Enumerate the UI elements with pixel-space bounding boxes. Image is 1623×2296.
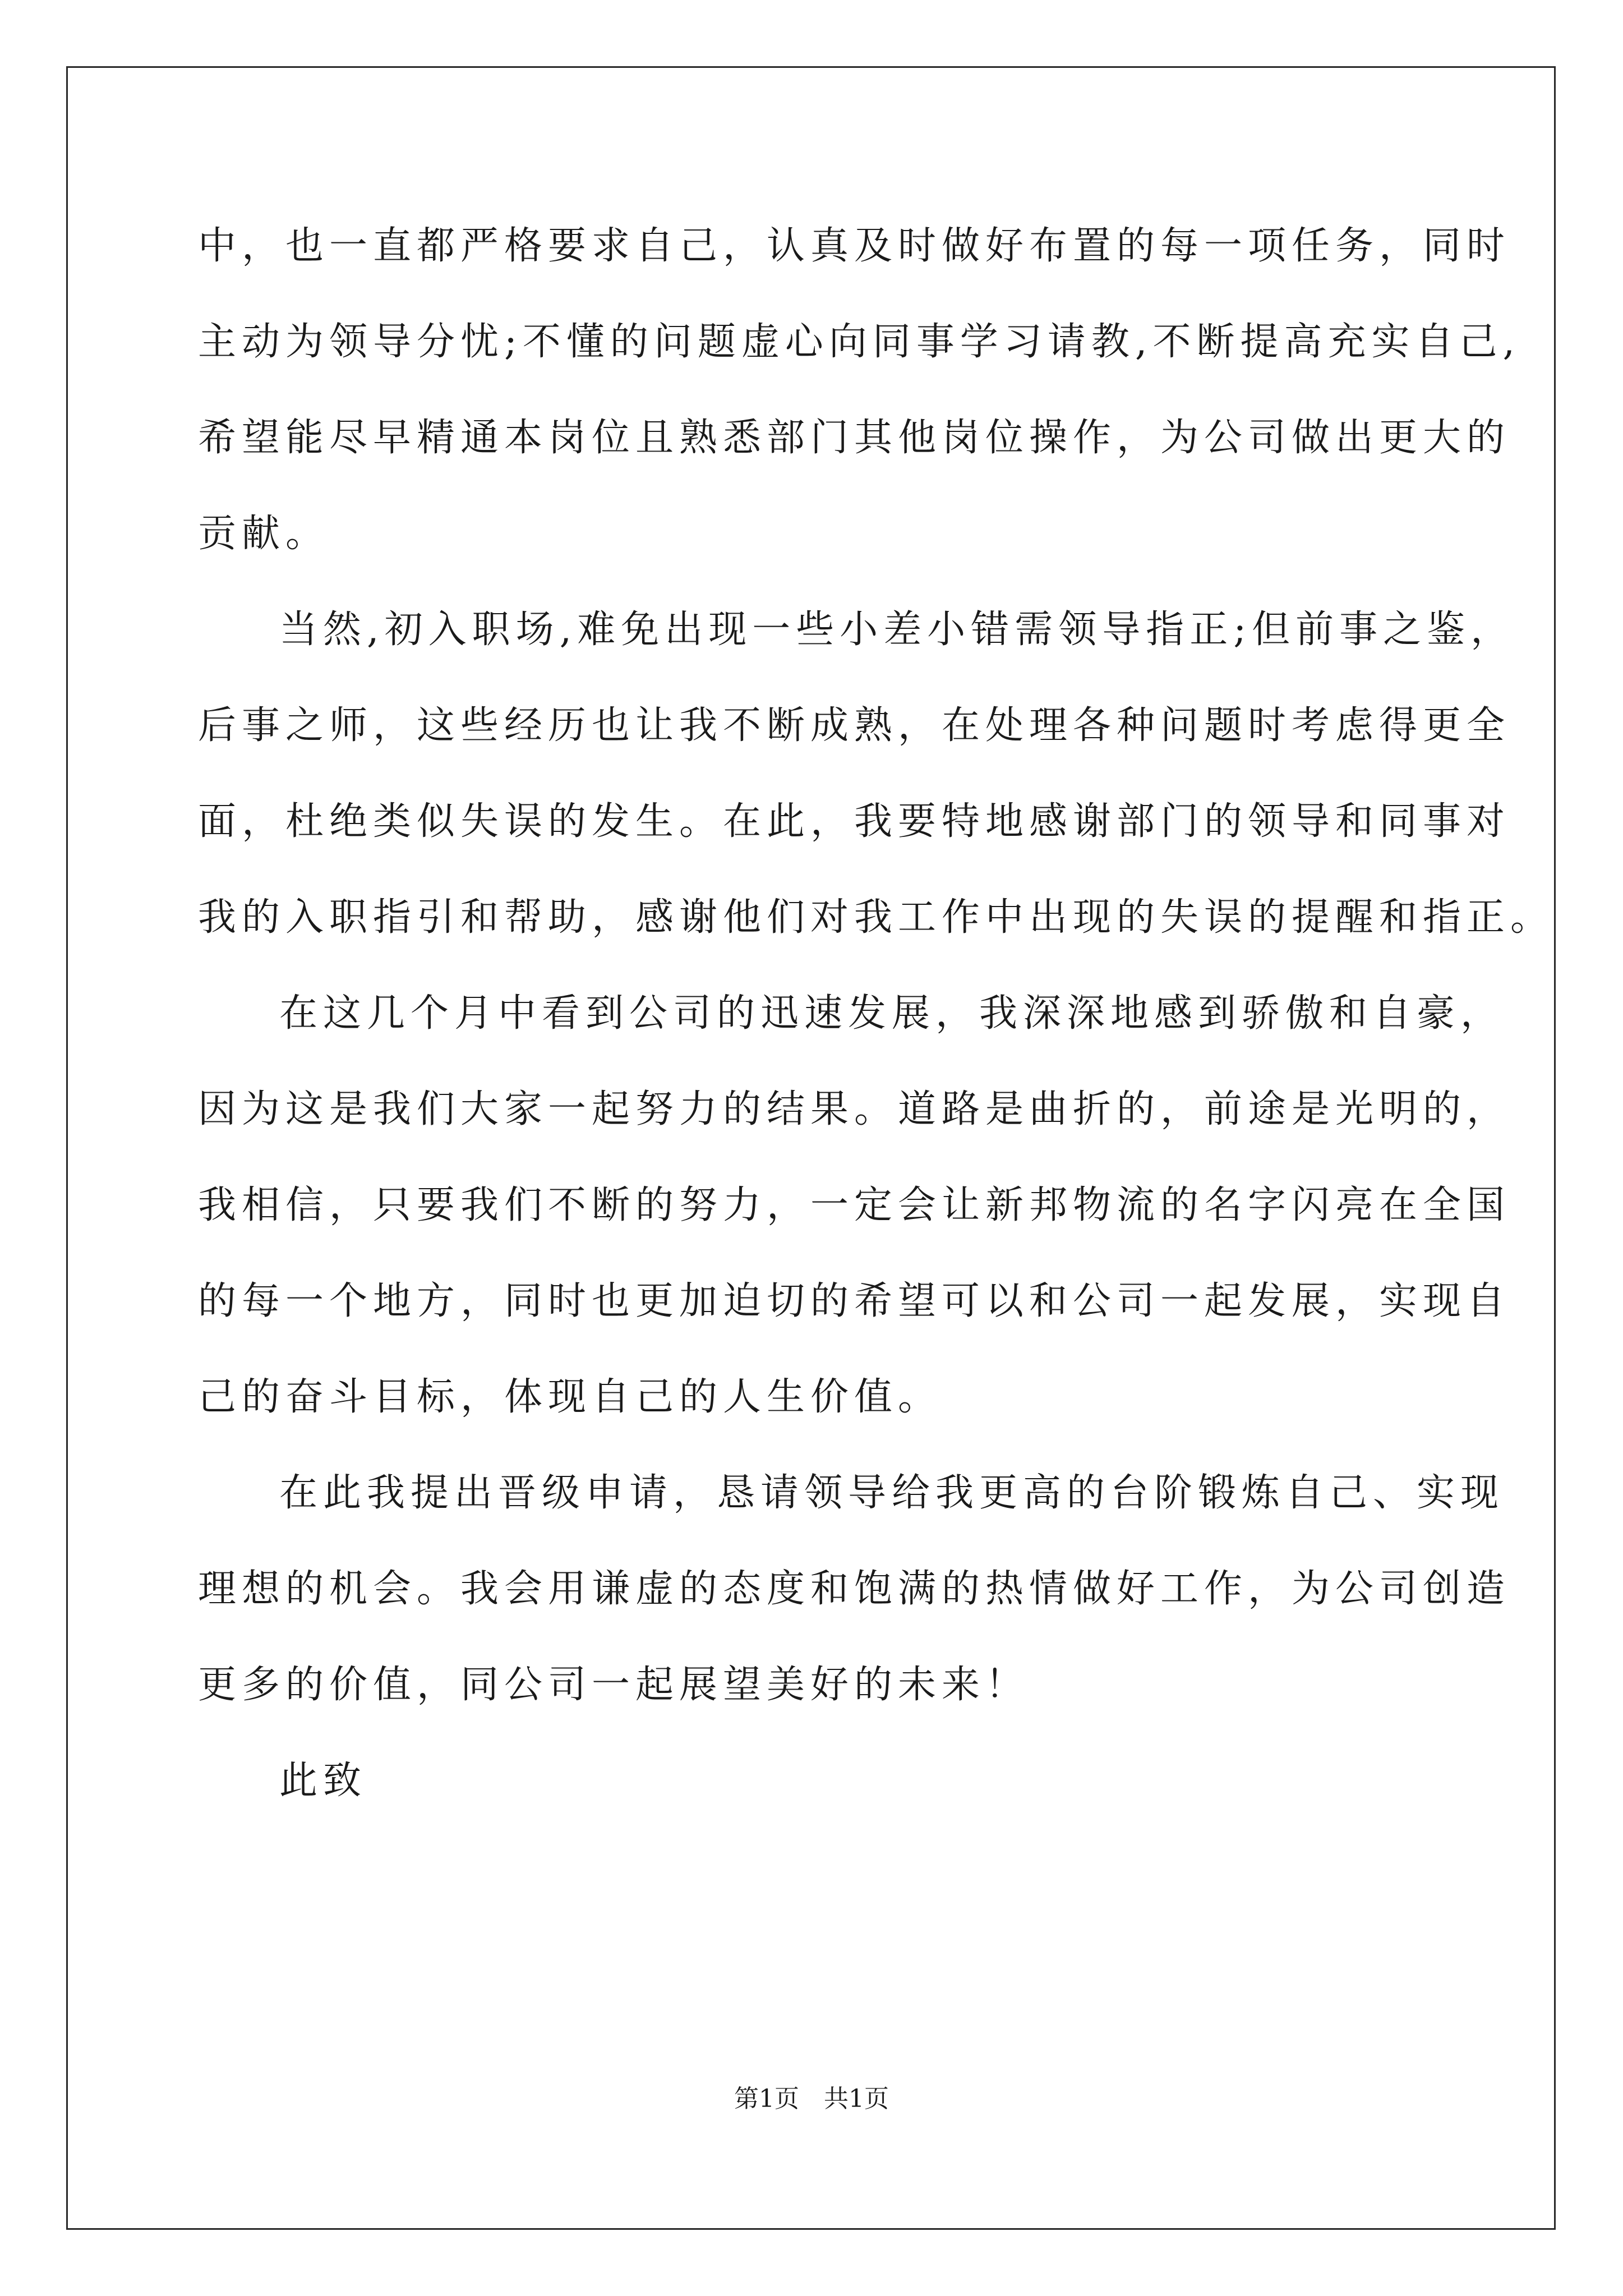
text-line: 当然,初入职场,难免出现一些小差小错需领导指正;但前事之鉴， — [279, 608, 1515, 652]
text-line: 我的入职指引和帮助，感谢他们对我工作中出现的失误的提醒和指正。 — [198, 895, 1555, 940]
closing-salutation: 此致 — [279, 1759, 367, 1803]
text-line: 因为这是我们大家一起努力的结果。道路是曲折的，前途是光明的， — [198, 1087, 1511, 1131]
text-line: 我相信，只要我们不断的努力，一定会让新邦物流的名字闪亮在全国 — [198, 1183, 1511, 1227]
document-body — [198, 215, 1555, 1846]
text-line: 理想的机会。我会用谦虚的态度和饱满的热情做好工作，为公司创造 — [198, 1567, 1511, 1611]
page-footer — [0, 2082, 1623, 2116]
text-line: 主动为领导分忧;不懂的问题虚心向同事学习请教,不断提高充实自己, — [198, 320, 1521, 364]
text-line: 的每一个地方，同时也更加迫切的希望可以和公司一起发展，实现自 — [198, 1279, 1511, 1323]
text-line: 在此我提出晋级申请，恳请领导给我更高的台阶锻炼自己、实现 — [279, 1471, 1505, 1515]
page-number-label: 第1页 共1页 — [734, 2085, 889, 2113]
text-line: 后事之师，这些经历也让我不断成熟，在处理各种问题时考虑得更全 — [198, 703, 1511, 748]
text-line: 在这几个月中看到公司的迅速发展，我深深地感到骄傲和自豪， — [279, 991, 1505, 1036]
text-line: 己的奋斗目标，体现自己的人生价值。 — [198, 1375, 942, 1419]
text-line: 中，也一直都严格要求自己，认真及时做好布置的每一项任务，同时 — [198, 224, 1511, 268]
text-line: 希望能尽早精通本岗位且熟悉部门其他岗位操作，为公司做出更大的 — [198, 416, 1511, 460]
text-line: 贡献。 — [198, 512, 330, 556]
text-line: 面，杜绝类似失误的发生。在此，我要特地感谢部门的领导和同事对 — [198, 799, 1511, 844]
text-line: 更多的价值，同公司一起展望美好的未来！ — [198, 1663, 1030, 1707]
